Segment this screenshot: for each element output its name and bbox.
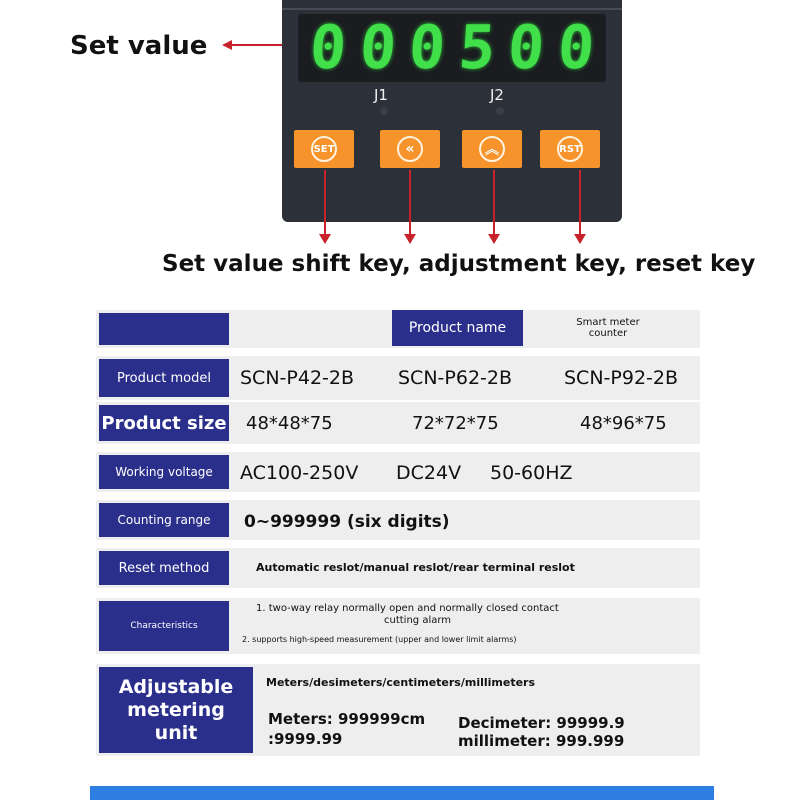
characteristic-line: 1. two-way relay normally open and normally closed contact <box>256 603 559 614</box>
working-voltage-label: Working voltage <box>99 455 229 489</box>
product-model-label: Product model <box>99 359 229 397</box>
indicator-j2-led <box>496 107 504 115</box>
reset-method-label: Reset method <box>99 551 229 585</box>
metering-unit-label <box>99 667 253 753</box>
metering-label-line: Adjustable <box>118 675 234 698</box>
model-value: SCN-P42-2B <box>240 367 355 389</box>
set-key[interactable] <box>294 130 354 168</box>
reset-method-value: Automatic reslot/manual reslot/rear terminal reslot <box>256 561 575 574</box>
set-value-annotation: Set value <box>70 31 208 61</box>
characteristic-line: 2. supports high-speed measurement (upper and lower limit alarms) <box>242 635 517 644</box>
display-digit: 0 <box>555 13 597 83</box>
frequency-value: 50-60HZ <box>490 462 573 484</box>
adjustment-key[interactable] <box>462 130 522 168</box>
indicator-j2-label: J2 <box>490 86 504 104</box>
adjust-key-arrow <box>493 170 495 236</box>
counting-range-label: Counting range <box>99 503 229 537</box>
millimeter-value: millimeter: 999.999 <box>458 732 625 750</box>
model-value: SCN-P62-2B <box>398 367 513 389</box>
characteristic-line: cutting alarm <box>384 615 452 626</box>
decimeter-value: Decimeter: 99999.9 <box>458 714 625 732</box>
product-model-row <box>96 356 700 400</box>
meters-value: Meters: 999999cm <box>268 710 426 728</box>
arrow-down-icon <box>574 234 586 244</box>
set-value-arrow <box>232 44 282 46</box>
size-value: 48*48*75 <box>246 413 333 434</box>
product-name-header: Product name <box>392 310 523 346</box>
set-icon: SET <box>311 136 337 162</box>
indicator-j1-led <box>380 107 388 115</box>
bottom-band <box>90 786 714 800</box>
double-chevron-up-icon: ︽ <box>479 136 505 162</box>
display-digit: 5 <box>456 13 498 83</box>
shift-key[interactable] <box>380 130 440 168</box>
reset-key[interactable] <box>540 130 600 168</box>
display-digit: 0 <box>307 13 349 83</box>
metering-unit-row <box>96 664 700 756</box>
indicator-j1-label: J1 <box>374 86 388 104</box>
keys-caption: Set value shift key, adjustment key, reset key <box>162 251 756 277</box>
metering-label-line: metering <box>127 698 225 721</box>
metering-units-list: Meters/desimeters/centimeters/millimeters <box>266 676 536 689</box>
arrow-down-icon <box>488 234 500 244</box>
smart-meter-header: Smart meter counter <box>576 317 640 339</box>
counter-device <box>282 0 622 222</box>
model-value: SCN-P92-2B <box>564 367 679 389</box>
header-blank-cell <box>99 313 229 345</box>
arrow-down-icon <box>319 234 331 244</box>
display-digit: 0 <box>357 13 399 83</box>
reset-key-arrow <box>579 170 581 236</box>
meters-value-cont: :9999.99 <box>268 730 343 748</box>
display-digit: 0 <box>406 13 448 83</box>
shift-key-arrow <box>409 170 411 236</box>
led-display <box>298 14 606 82</box>
arrow-down-icon <box>404 234 416 244</box>
characteristics-row <box>96 598 700 654</box>
voltage-value: AC100-250V <box>240 462 359 484</box>
spec-header-row <box>96 310 700 348</box>
metering-label-line: unit <box>154 721 198 744</box>
size-value: 72*72*75 <box>412 413 499 434</box>
working-voltage-row <box>96 452 700 492</box>
display-digit: 0 <box>505 13 547 83</box>
set-key-arrow <box>324 170 326 236</box>
characteristics-label: Characteristics <box>99 601 229 651</box>
product-size-row <box>96 402 700 444</box>
reset-icon: RST <box>557 136 583 162</box>
double-chevron-left-icon: « <box>397 136 423 162</box>
device-top-edge <box>282 8 622 10</box>
counting-range-row <box>96 500 700 540</box>
product-size-label: Product size <box>99 405 229 441</box>
size-value: 48*96*75 <box>580 413 667 434</box>
set-value-arrowhead-icon <box>222 40 232 50</box>
reset-method-row <box>96 548 700 588</box>
voltage-value: DC24V <box>396 462 462 484</box>
counting-range-value: 0~999999 (six digits) <box>244 512 450 532</box>
